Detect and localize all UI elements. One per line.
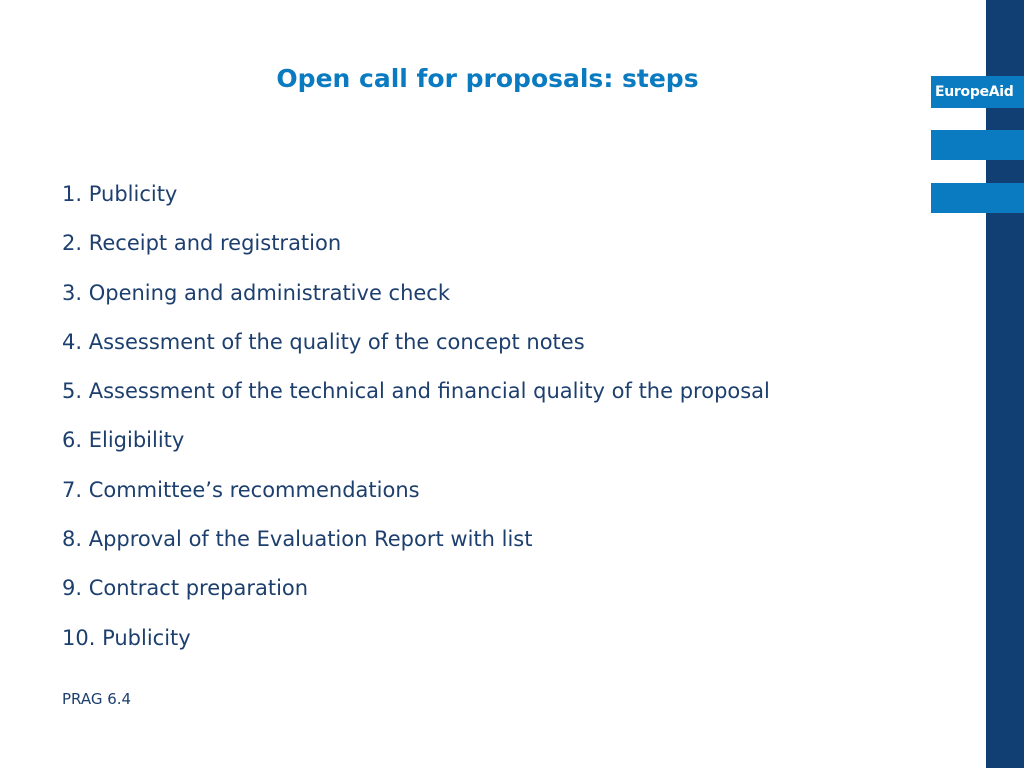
right-decorative-band <box>986 0 1024 768</box>
steps-list <box>62 176 770 669</box>
footnote-reference: PRAG 6.4 <box>62 690 132 708</box>
step-item: 6. Eligibility <box>62 428 185 453</box>
step-item: 1. Publicity <box>62 182 178 206</box>
europeaid-logo: EuropeAid <box>931 76 1024 108</box>
step-item: 7. Committee’s recommendations <box>62 477 420 502</box>
step-item: 3. Opening and administrative check <box>62 280 451 305</box>
step-item: 9. Contract preparation <box>62 576 309 601</box>
step-item: 10. Publicity <box>62 625 191 650</box>
accent-bar-upper <box>931 130 1024 160</box>
slide-title: Open call for proposals: steps <box>276 64 699 93</box>
step-item: 8. Approval of the Evaluation Report with list <box>62 527 533 552</box>
step-item: 2. Receipt and registration <box>62 231 342 256</box>
accent-bar-lower <box>931 183 1024 213</box>
step-item: 5. Assessment of the technical and financial quality of the proposal <box>62 379 770 404</box>
step-item: 4. Assessment of the quality of the concept notes <box>62 329 585 354</box>
